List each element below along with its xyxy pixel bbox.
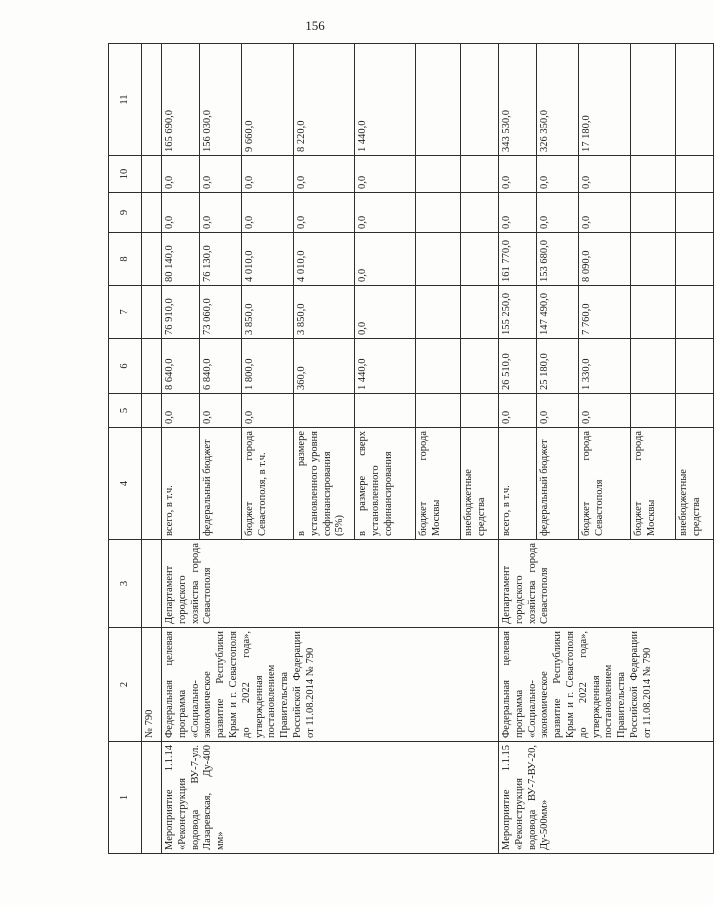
funding-source: в размере сверх установленного софинансирования xyxy=(355,428,416,540)
value-cell xyxy=(461,339,499,394)
value-cell: 8 640,0 xyxy=(162,339,200,394)
value-cell: 1 330,0 xyxy=(579,339,631,394)
value-cell xyxy=(416,394,461,428)
value-cell: 0,0 xyxy=(537,156,579,193)
value-cell xyxy=(676,233,714,286)
total-cell: 9 660,0 xyxy=(242,44,294,156)
table-cell xyxy=(142,540,162,628)
funding-source: бюджет города Москвы xyxy=(631,428,676,540)
value-cell: 3 850,0 xyxy=(242,286,294,339)
funding-source: всего, в т.ч. xyxy=(162,428,200,540)
value-cell xyxy=(416,156,461,193)
value-cell: 0,0 xyxy=(162,193,200,233)
executor-name: Департамент городского хозяйства города Севастополя xyxy=(162,540,499,628)
value-cell xyxy=(631,156,676,193)
value-cell: 0,0 xyxy=(355,233,416,286)
value-cell: 0,0 xyxy=(242,193,294,233)
funding-source: бюджет города Севастополя, в т.ч. xyxy=(242,428,294,540)
table-row xyxy=(162,44,200,854)
table-cell xyxy=(142,193,162,233)
value-cell xyxy=(461,233,499,286)
table-cell xyxy=(142,286,162,339)
value-cell: 0,0 xyxy=(499,156,537,193)
column-number: 10 xyxy=(109,156,142,193)
budget-table xyxy=(108,43,714,854)
value-cell: 76 910,0 xyxy=(162,286,200,339)
total-cell xyxy=(416,44,461,156)
event-name: Мероприятие 1.1.15 «Реконструкция водовода ВУ-7-ВУ-20, Ду-500мм» xyxy=(499,742,714,854)
value-cell xyxy=(461,193,499,233)
table-cell xyxy=(142,428,162,540)
total-cell: 156 030,0 xyxy=(200,44,242,156)
funding-source: внебюджетные средства xyxy=(461,428,499,540)
value-cell: 1 800,0 xyxy=(242,339,294,394)
value-cell xyxy=(631,193,676,233)
page-number: 156 xyxy=(305,18,325,33)
value-cell xyxy=(416,339,461,394)
value-cell xyxy=(676,193,714,233)
value-cell: 161 770,0 xyxy=(499,233,537,286)
budget-table-rotated xyxy=(108,44,702,854)
value-cell xyxy=(631,339,676,394)
value-cell xyxy=(461,394,499,428)
table-cell xyxy=(142,339,162,394)
column-number: 1 xyxy=(109,742,142,854)
value-cell: 3 850,0 xyxy=(294,286,355,339)
funding-source: внебюджетные средства xyxy=(676,428,714,540)
total-cell: 1 440,0 xyxy=(355,44,416,156)
total-cell: 165 690,0 xyxy=(162,44,200,156)
value-cell: 147 490,0 xyxy=(537,286,579,339)
value-cell: 76 130,0 xyxy=(200,233,242,286)
event-name: Мероприятие 1.1.14 «Реконструкция водовода ВУ-7-ул. Лазаревская, Ду-400 мм» xyxy=(162,742,499,854)
value-cell xyxy=(416,193,461,233)
value-cell: 4 010,0 xyxy=(242,233,294,286)
value-cell: 0,0 xyxy=(579,193,631,233)
value-cell xyxy=(676,394,714,428)
value-cell xyxy=(631,286,676,339)
value-cell xyxy=(416,233,461,286)
value-cell: 0,0 xyxy=(499,394,537,428)
table-cell xyxy=(142,394,162,428)
value-cell xyxy=(294,394,355,428)
value-cell: 0,0 xyxy=(537,394,579,428)
column-number-row xyxy=(109,44,142,854)
funding-source: федеральный бюджет xyxy=(200,428,242,540)
table-cell xyxy=(142,156,162,193)
value-cell xyxy=(355,394,416,428)
value-cell: 73 060,0 xyxy=(200,286,242,339)
value-cell: 0,0 xyxy=(294,156,355,193)
column-number: 8 xyxy=(109,233,142,286)
funding-source: всего, в т.ч. xyxy=(499,428,537,540)
value-cell: 0,0 xyxy=(200,156,242,193)
value-cell: 0,0 xyxy=(242,394,294,428)
total-cell: 8 220,0 xyxy=(294,44,355,156)
column-number: 11 xyxy=(109,44,142,156)
continuation-row xyxy=(142,44,162,854)
value-cell: 155 250,0 xyxy=(499,286,537,339)
value-cell: 0,0 xyxy=(579,156,631,193)
funding-source: бюджет города Москвы xyxy=(416,428,461,540)
table-cell xyxy=(142,44,162,156)
total-cell xyxy=(631,44,676,156)
value-cell: 26 510,0 xyxy=(499,339,537,394)
table-cell xyxy=(142,233,162,286)
value-cell xyxy=(631,394,676,428)
total-cell: 326 350,0 xyxy=(537,44,579,156)
column-number: 5 xyxy=(109,394,142,428)
value-cell xyxy=(461,286,499,339)
value-cell xyxy=(631,233,676,286)
column-number: 6 xyxy=(109,339,142,394)
value-cell: 80 140,0 xyxy=(162,233,200,286)
program-name: Федеральная целевая программа «Социально-экономическое развитие Республики Крым и г. Севастополя до 2022 года», утвержденная постановлением Правительства Российской Федерации от 11.08.2014 № 790 xyxy=(499,628,714,742)
funding-source: в размере установленного уровня софинансирования (5%) xyxy=(294,428,355,540)
program-name: Федеральная целевая программа «Социально-экономическое развитие Республики Крым и г. Севастополя до 2022 года», утвержденная постановлением Правительства Российской Федерации от 11.08.2014 № 790 xyxy=(162,628,499,742)
value-cell: 25 180,0 xyxy=(537,339,579,394)
value-cell: 153 680,0 xyxy=(537,233,579,286)
value-cell: 0,0 xyxy=(200,394,242,428)
column-number: 9 xyxy=(109,193,142,233)
value-cell: 0,0 xyxy=(162,394,200,428)
executor-name: Департамент городского хозяйства города Севастополя xyxy=(499,540,714,628)
value-cell: 0,0 xyxy=(579,394,631,428)
value-cell: 0,0 xyxy=(355,193,416,233)
value-cell: 6 840,0 xyxy=(200,339,242,394)
value-cell: 0,0 xyxy=(355,286,416,339)
value-cell: 0,0 xyxy=(162,156,200,193)
value-cell: 1 440,0 xyxy=(355,339,416,394)
total-cell: 17 180,0 xyxy=(579,44,631,156)
table-row xyxy=(499,44,537,854)
column-number: 2 xyxy=(109,628,142,742)
value-cell: 360,0 xyxy=(294,339,355,394)
column-number: 3 xyxy=(109,540,142,628)
total-cell xyxy=(461,44,499,156)
funding-source: федеральный бюджет xyxy=(537,428,579,540)
value-cell xyxy=(676,286,714,339)
total-cell xyxy=(676,44,714,156)
value-cell: 0,0 xyxy=(355,156,416,193)
value-cell xyxy=(676,156,714,193)
table-cell xyxy=(142,742,162,854)
column-number: 4 xyxy=(109,428,142,540)
value-cell: 7 760,0 xyxy=(579,286,631,339)
value-cell: 0,0 xyxy=(537,193,579,233)
value-cell xyxy=(461,156,499,193)
value-cell: 0,0 xyxy=(200,193,242,233)
value-cell xyxy=(676,339,714,394)
continuation-text: № 790 xyxy=(142,628,162,742)
value-cell: 4 010,0 xyxy=(294,233,355,286)
value-cell: 0,0 xyxy=(294,193,355,233)
value-cell: 0,0 xyxy=(499,193,537,233)
total-cell: 343 530,0 xyxy=(499,44,537,156)
value-cell: 8 090,0 xyxy=(579,233,631,286)
value-cell xyxy=(416,286,461,339)
value-cell: 0,0 xyxy=(242,156,294,193)
funding-source: бюджет города Севастополя xyxy=(579,428,631,540)
column-number: 7 xyxy=(109,286,142,339)
